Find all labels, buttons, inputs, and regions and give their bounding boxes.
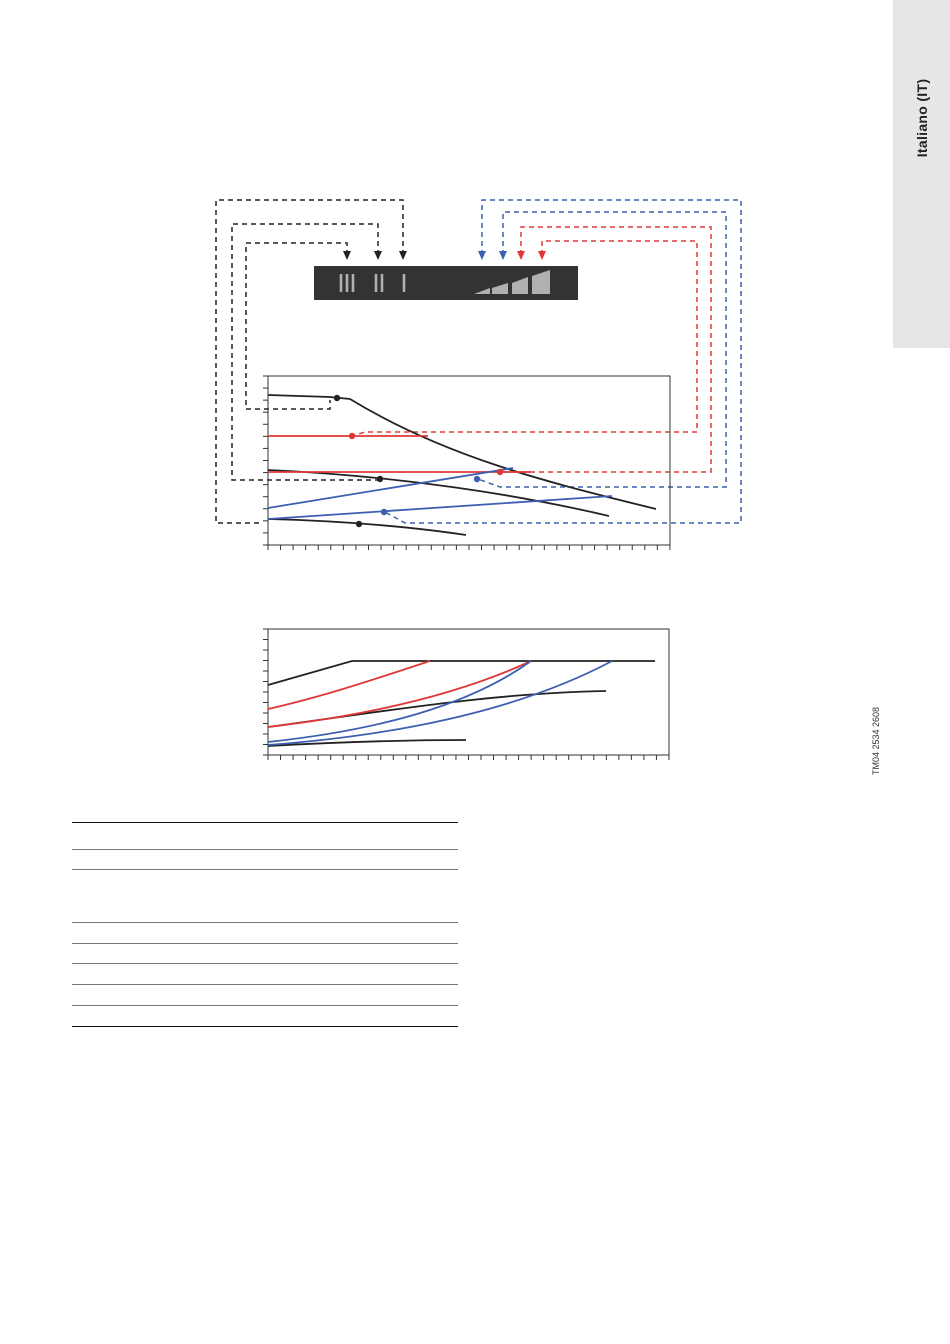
connector-lines-speed <box>216 200 403 523</box>
arrow-heads-constant-pressure <box>517 251 546 260</box>
table-row <box>72 985 458 1006</box>
proportional-pressure-curves <box>268 468 612 519</box>
arrow-heads-proportional <box>478 251 507 260</box>
operating-points <box>334 395 503 527</box>
table-row <box>72 923 458 944</box>
table-row <box>72 1006 458 1027</box>
speed-curves <box>268 395 656 535</box>
table-row <box>72 822 458 850</box>
table-row <box>72 870 458 923</box>
arrow-heads-speed <box>343 251 407 260</box>
connector-lines-proportional <box>385 200 741 523</box>
power-chart <box>263 629 669 760</box>
constant-pressure-curves <box>268 436 531 472</box>
table-row <box>72 944 458 964</box>
data-table <box>72 822 458 1027</box>
head-chart <box>263 376 670 550</box>
power-constant-pressure-curves <box>268 661 531 727</box>
power-speed-curves <box>268 661 655 746</box>
table-row <box>72 850 458 870</box>
control-panel <box>314 266 578 300</box>
table-row <box>72 964 458 985</box>
language-tab-label: Italiano (IT) <box>913 78 930 158</box>
figure-code: TM04 2534 2608 <box>871 706 881 776</box>
